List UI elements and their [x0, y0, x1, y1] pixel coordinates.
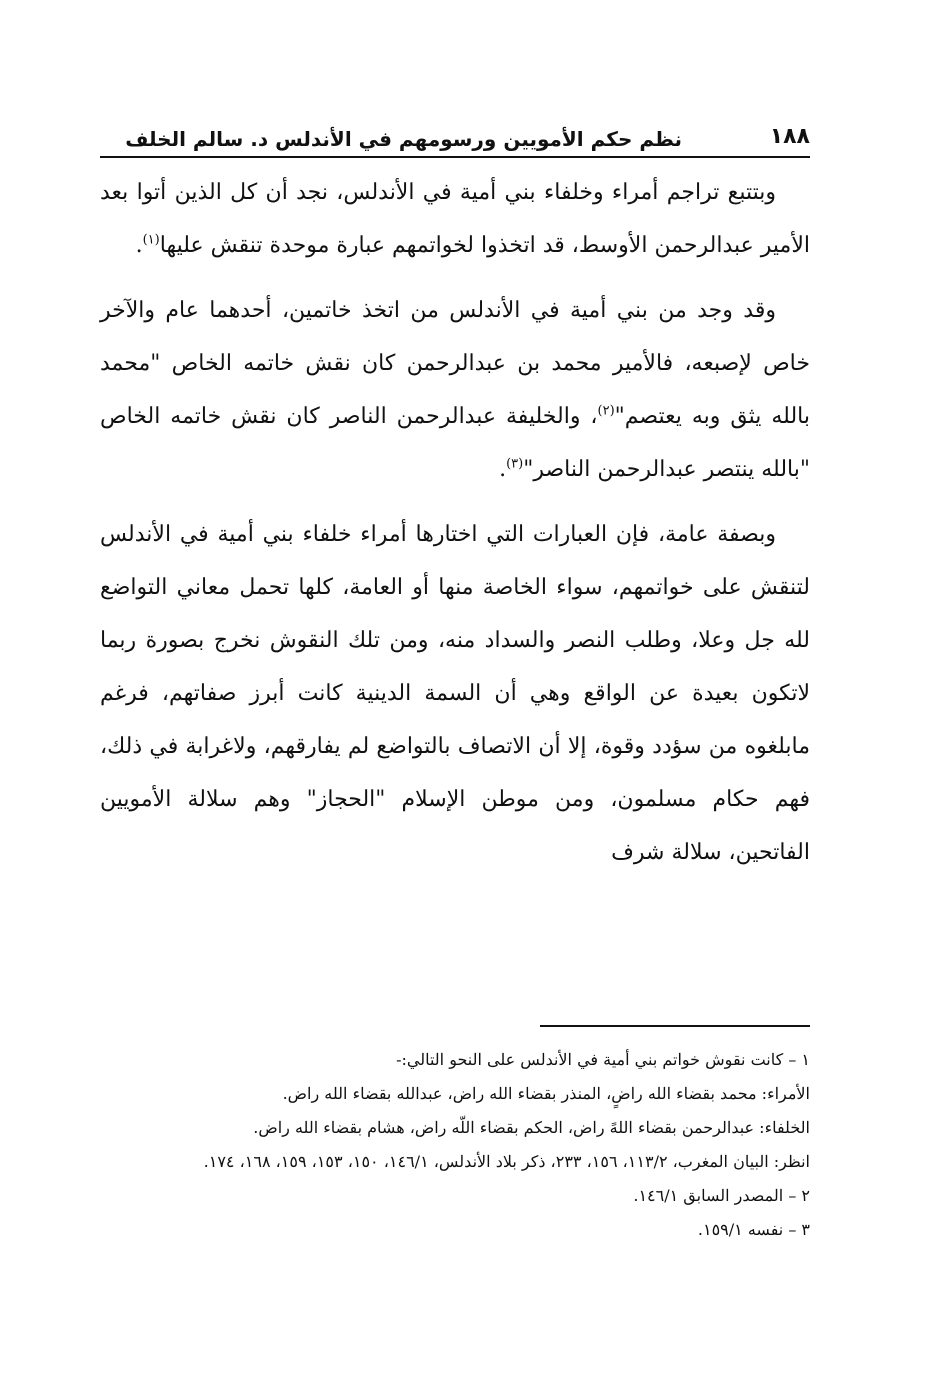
footnote-3: ٣ – نفسه ١٥٩/١.: [697, 1220, 810, 1239]
paragraph-2-part-2: ، والخليفة عبدالرحمن الناصر كان نقش خاتمه الخاص "بالله ينتصر عبدالرحمن الناصر": [100, 404, 810, 482]
paragraph-2-part-1: وقد وجد من بني أمية في الأندلس من اتخذ خاتمين، أحدهما عام والآخر خاص لإصبعه، فالأمير محمد بن عبدالرحمن كان نقش خاتمه الخاص "محمد بالله يثق وبه يعتصم": [100, 298, 810, 429]
paragraph-1-text: وبتتبع تراجم أمراء وخلفاء بني أمية في الأندلس، نجد أن كل الذين أتوا بعد الأمير عبدالرحمن الأوسط، قد اتخذوا لخواتمهم عبارة موحدة تنقش عليها: [100, 180, 810, 258]
paragraph-3: [100, 508, 810, 879]
footnote-rule: [540, 1025, 810, 1027]
main-text: [100, 166, 810, 891]
footnote-ref-1[interactable]: (١): [142, 232, 160, 248]
footnote-ref-2[interactable]: (٢): [597, 403, 615, 419]
running-head: [100, 122, 810, 158]
footnote-2: ٢ – المصدر السابق ١٤٦/١.: [633, 1186, 810, 1205]
paragraph-1: [100, 166, 810, 272]
footnote-1-caliphs: الخلفاء: عبدالرحمن بقضاء اللهً راض، الحكم بقضاء اللّه راض، هشام بقضاء الله راض.: [253, 1118, 810, 1137]
footnote-1-sources: انظر: البيان المغرب، ١١٣/٢، ١٥٦، ٢٣٣، ذكر بلاد الأندلس، ١٤٦/١، ١٥٠، ١٥٣، ١٥٩، ١٦٨، ١٧٤.: [203, 1152, 810, 1171]
footnotes: [100, 1043, 810, 1247]
running-title: نظم حكم الأمويين ورسومهم في الأندلس د. سالم الخلف: [125, 127, 682, 151]
paragraph-3-text: وبصفة عامة، فإن العبارات التي اختارها أمراء خلفاء بني أمية في الأندلس لتنقش على خواتمهم، سواء الخاصة منها أو العامة، كلها تحمل معاني التواضع لله جل وعلا، وطلب النصر والسداد منه، ومن تلك النقوش نخرج بصورة ربما لاتكون بعيدة عن الواقع وهي أن السمة الدينية كانت أبرز صفاتهم، فرغم مابلغوه من سؤدد وقوة، إلا أن الاتصاف بالتواضع لم يفارقهم، ولاغرابة في ذلك، فهم حكام مسلمون، ومن موطن الإسلام "الحجاز" وهم سلالة الأمويين الفاتحين، سلالة شرف: [100, 522, 810, 865]
footnote-ref-3[interactable]: (٣): [506, 456, 524, 472]
paragraph-2: [100, 284, 810, 496]
paragraph-2-end: .: [499, 457, 507, 482]
footnote-1-emirs: الأمراء: محمد بقضاء الله راضٍ، المنذر بقضاء الله راض، عبدالله بقضاء الله راض.: [282, 1084, 810, 1103]
footnote-1-intro: ١ – كانت نقوش خواتم بني أمية في الأندلس على النحو التالي:-: [396, 1050, 810, 1069]
paragraph-1-end: .: [135, 233, 143, 258]
page-number: ١٨٨: [769, 124, 810, 149]
header-rule: [100, 156, 810, 158]
